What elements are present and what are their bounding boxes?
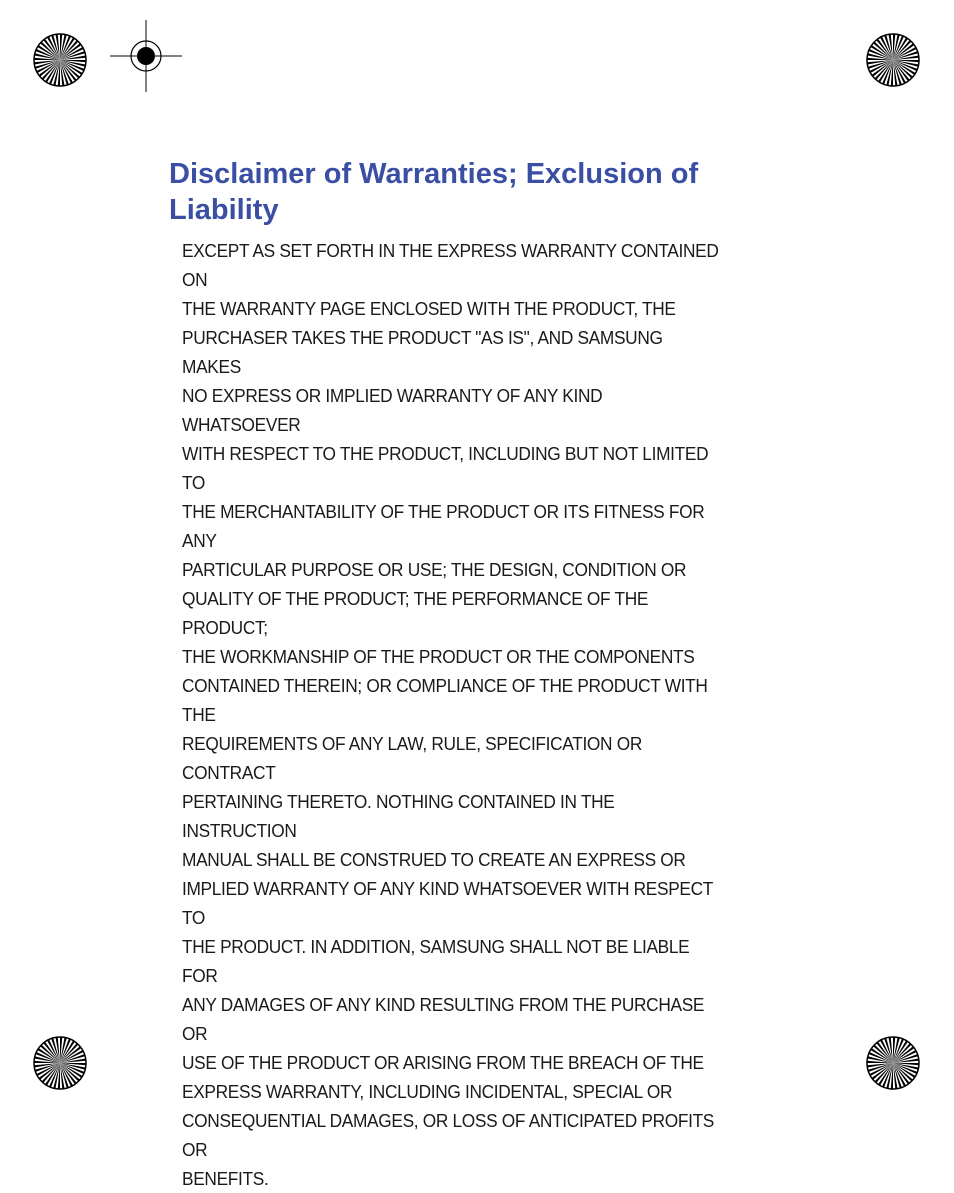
starburst-target-icon [34,34,86,86]
starburst-target-icon [867,34,919,86]
registration-target-icon [110,20,182,92]
starburst-target-icon [867,1037,919,1089]
body-line: IMPLIED WARRANTY OF ANY KIND WHATSOEVER WITH RESPECT TO [182,878,713,928]
body-line: THE WORKMANSHIP OF THE PRODUCT OR THE COMPONENTS [182,646,695,667]
body-line: THE PRODUCT. IN ADDITION, SAMSUNG SHALL NOT BE LIABLE FOR [182,936,690,986]
disclaimer-body [182,236,723,1193]
body-line: BENEFITS. [182,1168,269,1189]
heading-line-1: Disclaimer of Warranties; Exclusion of [169,158,699,190]
page-heading [169,156,779,228]
body-line: PURCHASER TAKES THE PRODUCT "AS IS", AND SAMSUNG MAKES [182,327,663,377]
body-line: PERTAINING THERETO. NOTHING CONTAINED IN THE INSTRUCTION [182,791,615,841]
body-line: REQUIREMENTS OF ANY LAW, RULE, SPECIFICATION OR CONTRACT [182,733,643,783]
body-line: MANUAL SHALL BE CONSTRUED TO CREATE AN EXPRESS OR [182,849,686,870]
body-line: ANY DAMAGES OF ANY KIND RESULTING FROM THE PURCHASE OR [182,994,705,1044]
body-line: WITH RESPECT TO THE PRODUCT, INCLUDING BUT NOT LIMITED TO [182,443,709,493]
starburst-target-icon [34,1037,86,1089]
body-line: NO EXPRESS OR IMPLIED WARRANTY OF ANY KIND WHATSOEVER [182,385,603,435]
body-line: THE MERCHANTABILITY OF THE PRODUCT OR ITS FITNESS FOR ANY [182,501,705,551]
body-line: USE OF THE PRODUCT OR ARISING FROM THE BREACH OF THE [182,1052,704,1073]
body-line: QUALITY OF THE PRODUCT; THE PERFORMANCE OF THE PRODUCT; [182,588,649,638]
body-line: THE WARRANTY PAGE ENCLOSED WITH THE PRODUCT, THE [182,298,676,319]
body-line: CONTAINED THEREIN; OR COMPLIANCE OF THE PRODUCT WITH THE [182,675,708,725]
heading-line-2: Liability [169,194,279,226]
body-line: EXCEPT AS SET FORTH IN THE EXPRESS WARRANTY CONTAINED ON [182,240,719,290]
body-line: PARTICULAR PURPOSE OR USE; THE DESIGN, CONDITION OR [182,559,687,580]
body-line: CONSEQUENTIAL DAMAGES, OR LOSS OF ANTICIPATED PROFITS OR [182,1110,715,1160]
body-line: EXPRESS WARRANTY, INCLUDING INCIDENTAL, SPECIAL OR [182,1081,673,1102]
